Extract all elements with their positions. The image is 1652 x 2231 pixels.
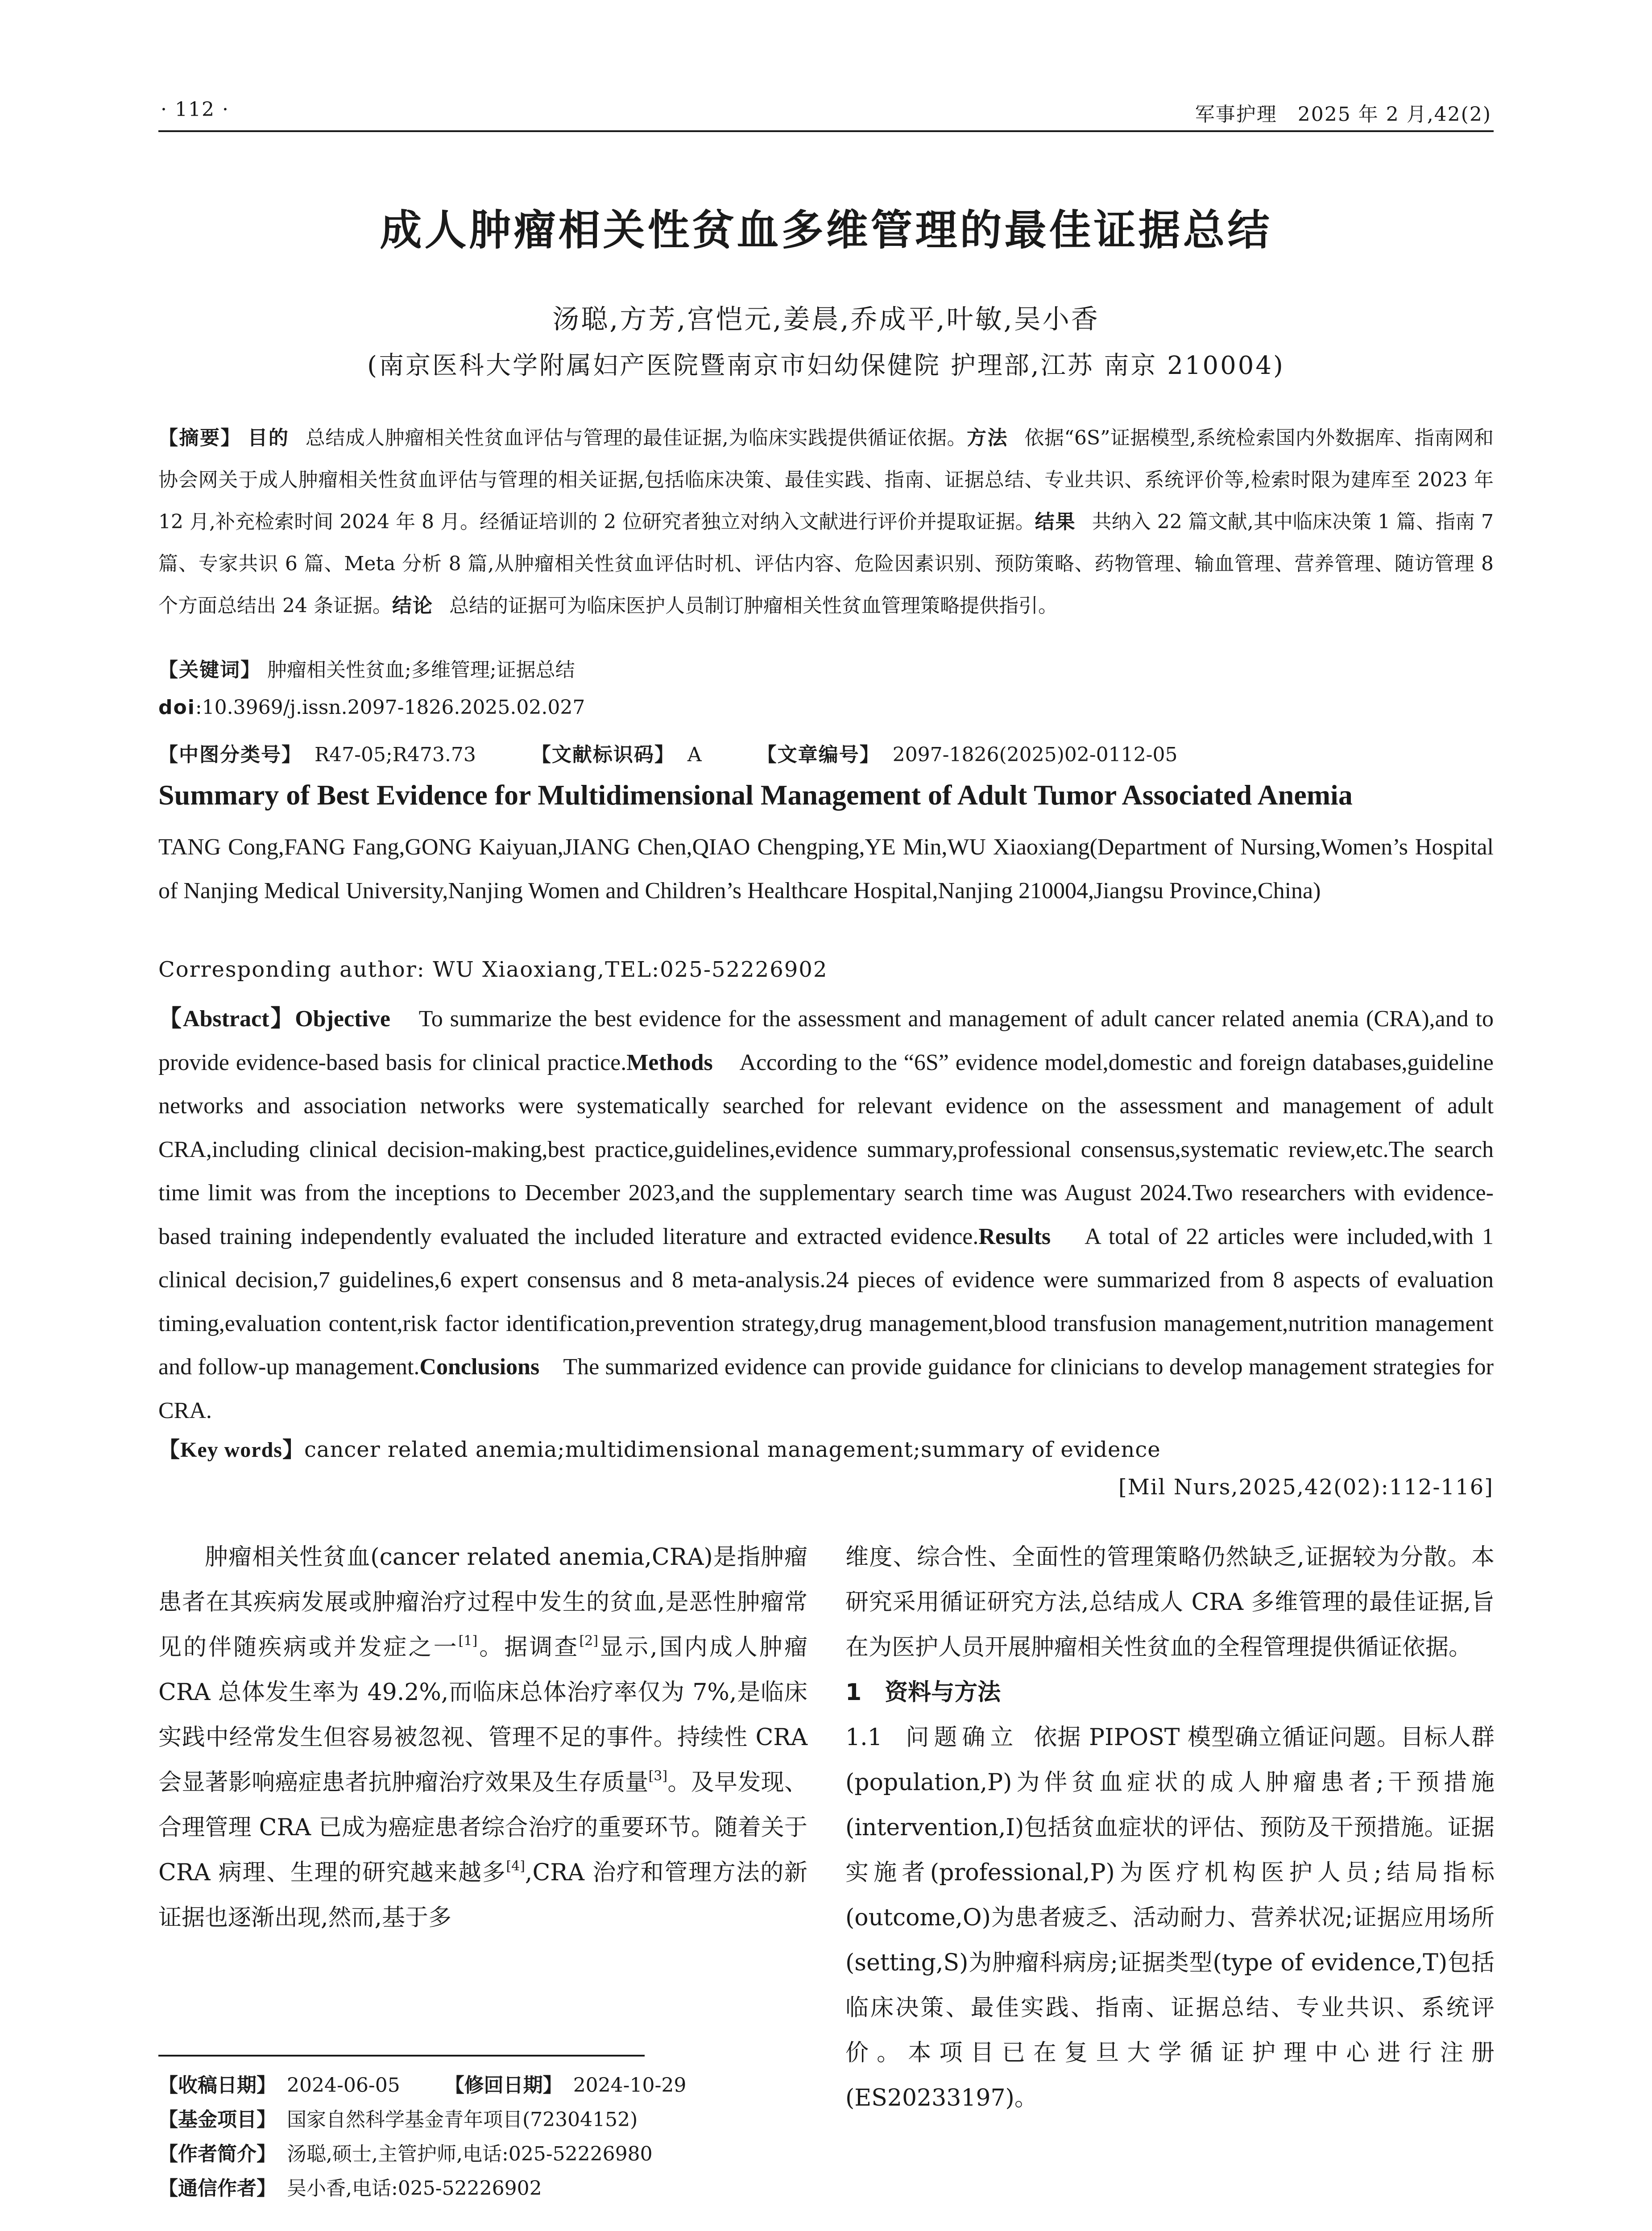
- received-date: 2024-06-05: [287, 2074, 400, 2097]
- article-title: 成人肿瘤相关性贫血多维管理的最佳证据总结: [380, 206, 1272, 255]
- reference-marker[interactable]: [3]: [648, 1768, 668, 1784]
- body-column-left: [158, 1535, 807, 1941]
- clc-value: R47-05;R473.73: [314, 743, 476, 766]
- objective-label: 目的: [248, 427, 290, 449]
- results-text: 共纳入 22 篇文献,其中临床决策 1 篇、指南 7 篇、专家共识 6 篇、Meta 分析 8 篇,从肿瘤相关性贫血评估时机、评估内容、危险因素识别、预防策略、药物管理、输血管理、营养管理、随访管理 8 个方面总结出 24 条证据。: [158, 510, 1494, 617]
- revised-date: 2024-10-29: [573, 2074, 687, 2097]
- keywords-cn: [158, 654, 1494, 682]
- subsection-1-1: [845, 1715, 1495, 2121]
- keywords-cn-value: 肿瘤相关性贫血;多维管理;证据总结: [267, 659, 575, 681]
- conclusion-text: 总结的证据可为临床医护人员制订肿瘤相关性贫血管理策略提供指引。: [449, 594, 1058, 617]
- results-en-text: A total of 22 articles were included,with 1 clinical decision,7 guidelines,6 expert consensus and 8 meta-analysis.24 pieces of evidence were summarized from 8 aspects of evaluation timing,evaluation content,risk factor identification,prevention strategy,drug management,blood transfusion management,nutrition management and follow-up management.: [158, 1223, 1494, 1380]
- methods-en-label: Methods: [626, 1049, 713, 1075]
- page-number: · 112 ·: [161, 98, 229, 121]
- doi-label: doi: [158, 696, 195, 719]
- intro-text-3: 显示,国内成人肿瘤 CRA 总体发生率为 49.2%,而临床总体治疗率仅为 7%,是临床实践中经常发生但容易被忽视、管理不足的事件。持续性 CRA 会显著影响癌症患者抗肿瘤治疗效果及生存质量: [158, 1634, 807, 1796]
- author-list: 汤聪,方芳,宫恺元,姜晨,乔成平,叶敏,吴小香: [552, 304, 1100, 335]
- subsection-title: 问题确立: [906, 1724, 1019, 1751]
- reference-marker[interactable]: [2]: [579, 1633, 598, 1649]
- objective-text: 总结成人肿瘤相关性贫血评估与管理的最佳证据,为临床实践提供循证依据。: [305, 427, 967, 449]
- journal-info: 军事护理 2025 年 2 月,42(2): [1195, 103, 1491, 126]
- methods-label: 方法: [966, 427, 1008, 449]
- english-title: Summary of Best Evidence for Multidimensional Management of Adult Tumor Associated Anemia: [158, 779, 1353, 811]
- abstract-cn: [158, 417, 1494, 627]
- conclusions-en-label: Conclusions: [419, 1354, 540, 1380]
- clc-label: 【中图分类号】: [158, 743, 302, 766]
- results-en-label: Results: [978, 1223, 1051, 1249]
- citation: [Mil Nurs,2025,42(02):112-116]: [1118, 1475, 1494, 1500]
- footnotes: [158, 2068, 686, 2206]
- intro-text-1: 肿瘤相关性贫血(cancer related anemia,CRA)是指肿瘤患者在其疾病发展或肿瘤治疗过程中发生的贫血,是恶性肿瘤常见的伴随疾病或并发症之一: [158, 1544, 807, 1661]
- article-number-value: 2097-1826(2025)02-0112-05: [892, 743, 1178, 766]
- doi-line: [158, 696, 1494, 719]
- abstract-label: 【摘要】: [158, 427, 241, 449]
- corr-author-value: 吴小香,电话:025-52226902: [287, 2177, 542, 2200]
- reference-marker[interactable]: [4]: [506, 1858, 525, 1874]
- subsection-text: 依据 PIPOST 模型确立循证问题。目标人群(population,P)为伴贫血症状的成人肿瘤患者;干预措施(intervention,I)包括贫血症状的评估、预防及干预措施。证据实施者(professional,P)为医疗机构医护人员;结局指标(outcome,O)为患者疲乏、活动耐力、营养状况;证据应用场所(setting,S)为肿瘤科病房;证据类型(type of evidence,T)包括临床决策、最佳实践、指南、证据总结、专业共识、系统评价。本项目已在复旦大学循证护理中心进行注册(ES20233197)。: [845, 1724, 1495, 2111]
- header-rule: [158, 130, 1494, 132]
- footnote-rule: [158, 2055, 645, 2057]
- affiliation: (南京医科大学附属妇产医院暨南京市妇幼保健院 护理部,江苏 南京 210004): [367, 351, 1285, 380]
- subsection-number: 1.1: [845, 1724, 882, 1751]
- fund-label: 【基金项目】: [158, 2108, 276, 2131]
- conclusion-label: 结论: [392, 594, 433, 617]
- body-column-right: [845, 1535, 1495, 2121]
- article-number-label: 【文章编号】: [757, 743, 880, 766]
- intro-continued: 维度、综合性、全面性的管理策略仍然缺乏,证据较为分散。本研究采用循证研究方法,总结成人 CRA 多维管理的最佳证据,旨在为医护人员开展肿瘤相关性贫血的全程管理提供循证依据。: [845, 1544, 1495, 1661]
- received-label: 【收稿日期】: [158, 2074, 276, 2097]
- methods-text: 依据“6S”证据模型,系统检索国内外数据库、指南网和协会网关于成人肿瘤相关性贫血评估与管理的相关证据,包括临床决策、最佳实践、指南、证据总结、专业共识、系统评价等,检索时限为建库至 2023 年 12 月,补充检索时间 2024 年 8 月。经循证培训的 2 位研究者独立对纳入文献进行评价并提取证据。: [158, 427, 1494, 533]
- methods-en-text: According to the “6S” evidence model,domestic and foreign databases,guideline networks and association networks were systematically searched for relevant evidence on the assessment and management of adult CRA,including clinical decision-making,best practice,guidelines,evidence summary,professional consensus,systematic review,etc.The search time limit was from the inceptions to December 2023,and the supplementary search time was August 2024.Two researchers with evidence-based training independently evaluated the included literature and extracted evidence.: [158, 1049, 1494, 1249]
- objective-en-label: Objective: [295, 1006, 390, 1032]
- author-bio-value: 汤聪,硕士,主管护师,电话:025-52226980: [287, 2143, 653, 2165]
- author-bio-label: 【作者简介】: [158, 2143, 276, 2165]
- objective-en-text: To summarize the best evidence for the assessment and management of adult cancer related anemia (CRA),and to provide evidence-based basis for clinical practice.: [158, 1006, 1494, 1075]
- abstract-en-label: 【Abstract】: [158, 1006, 295, 1032]
- keywords-en: [158, 1432, 1494, 1463]
- intro-text-4: 。及早发现、合理管理 CRA 已成为癌症患者综合治疗的重要环节。随着关于 CRA 病理、生理的研究越来越多: [158, 1769, 807, 1886]
- results-label: 结果: [1035, 510, 1076, 533]
- section-heading-1: 1 资料与方法: [845, 1679, 1001, 1706]
- corresponding-author: Corresponding author: WU Xiaoxiang,TEL:025-52226902: [158, 957, 828, 982]
- english-authors: TANG Cong,FANG Fang,GONG Kaiyuan,JIANG Chen,QIAO Chengping,YE Min,WU Xiaoxiang(Department of Nursing,Women’s Hospital of Nanjing Medical University,Nanjing Women and Children’s Healthcare Hospital,Nanjing 210004,Jiangsu Province,China): [158, 834, 1494, 904]
- corr-author-label: 【通信作者】: [158, 2177, 276, 2200]
- keywords-en-value: cancer related anemia;multidimensional management;summary of evidence: [304, 1437, 1161, 1462]
- revised-label: 【修回日期】: [444, 2074, 563, 2097]
- reference-marker[interactable]: [1]: [458, 1633, 478, 1649]
- abstract-en: [158, 997, 1494, 1432]
- classification-line: [158, 738, 1494, 767]
- intro-text-5: ,CRA 治疗和管理方法的新证据也逐渐出现,然而,基于多: [158, 1859, 807, 1931]
- keywords-cn-label: 【关键词】: [158, 659, 261, 681]
- fund-value: 国家自然科学基金青年项目(72304152): [287, 2108, 638, 2131]
- conclusions-en-text: The summarized evidence can provide guidance for clinicians to develop management strategies for CRA.: [158, 1354, 1494, 1423]
- keywords-en-label: 【Key words】: [158, 1438, 304, 1462]
- doc-code-value: A: [687, 743, 702, 766]
- intro-paragraph: [158, 1535, 807, 1941]
- doc-code-label: 【文献标识码】: [531, 743, 675, 766]
- doi-value: :10.3969/j.issn.2097-1826.2025.02.027: [195, 696, 585, 719]
- intro-text-2: 。据调查: [477, 1634, 580, 1661]
